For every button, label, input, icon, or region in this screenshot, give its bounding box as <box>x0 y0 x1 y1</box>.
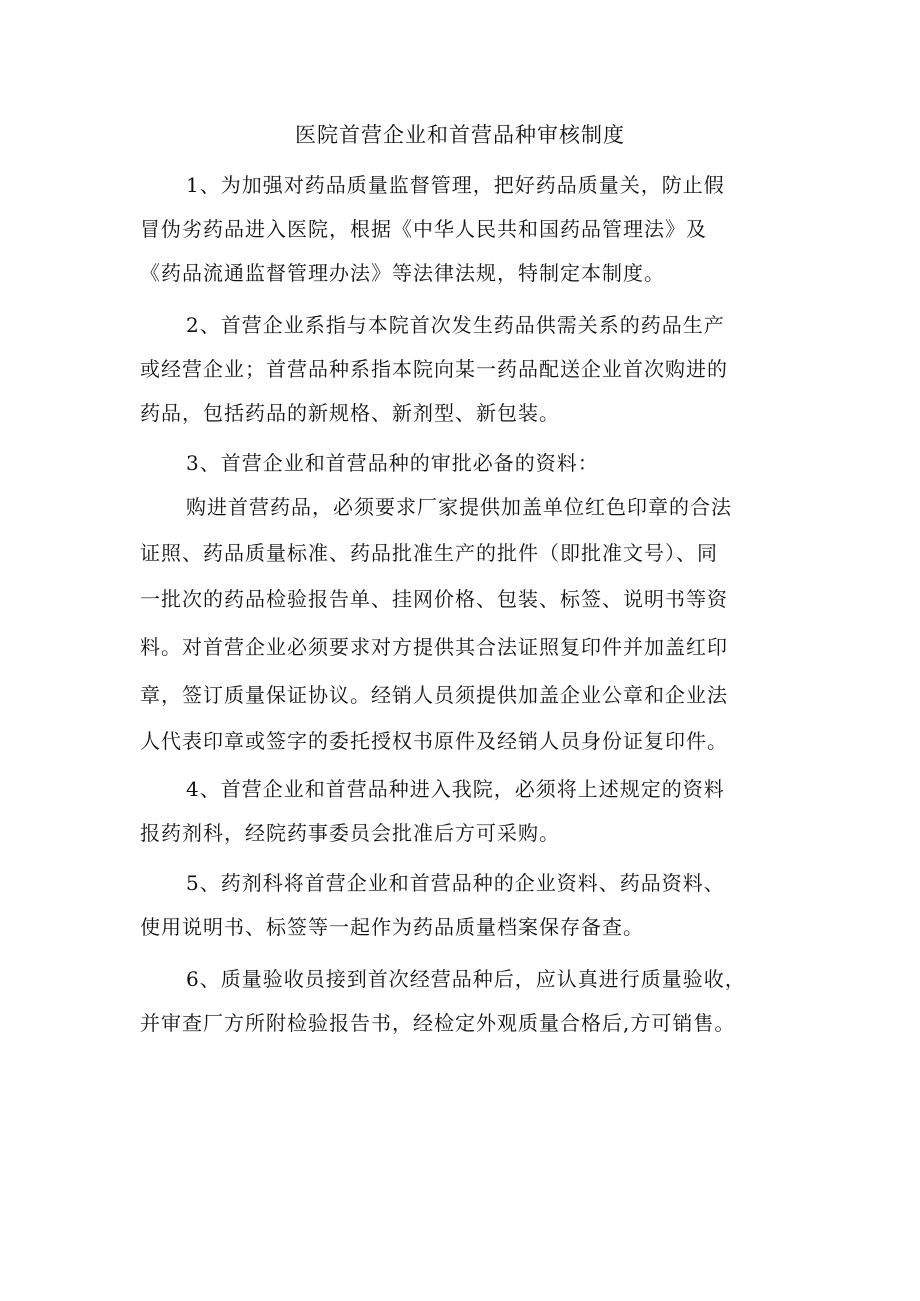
paragraph-3-heading: 3、首营企业和首营品种的审批必备的资料： <box>186 451 599 475</box>
paragraph-5-line-2: 使用说明书、标签等一起作为药品质量档案保存备查。 <box>140 915 644 939</box>
document-title: 医院首营企业和首营品种审核制度 <box>295 123 625 147</box>
paragraph-1-line-1: 1、为加强对药品质量监督管理，把好药品质量关，防止假 <box>186 173 725 197</box>
paragraph-4-line-2: 报药剂科，经院药事委员会批准后方可采购。 <box>140 821 560 845</box>
paragraph-3-line-4: 料。对首营企业必须要求对方提供其合法证照复印件并加盖红印 <box>140 635 728 659</box>
paragraph-6-line-2: 并审查厂方所附检验报告书，经检定外观质量合格后,方可销售。 <box>140 1011 736 1035</box>
paragraph-2-line-3: 药品，包括药品的新规格、新剂型、新包装。 <box>140 401 560 425</box>
paragraph-2-line-1: 2、首营企业系指与本院首次发生药品供需关系的药品生产 <box>186 313 725 337</box>
paragraph-5-line-1: 5、药剂科将首营企业和首营品种的企业资料、药品资料、 <box>186 871 725 895</box>
paragraph-3-line-2: 证照、药品质量标准、药品批准生产的批件（即批准文号）、同 <box>140 541 718 565</box>
paragraph-6-line-1: 6、质量验收员接到首次经营品种后，应认真进行质量验收， <box>186 967 746 991</box>
paragraph-1-line-3: 《药品流通监督管理办法》等法律法规，特制定本制度。 <box>140 261 665 285</box>
paragraph-4-line-1: 4、首营企业和首营品种进入我院，必须将上述规定的资料 <box>186 777 725 801</box>
paragraph-3-line-5: 章，签订质量保证协议。经销人员须提供加盖企业公章和企业法 <box>140 683 728 707</box>
paragraph-3-line-1: 购进首营药品，必须要求厂家提供加盖单位红色印章的合法 <box>186 495 732 519</box>
paragraph-3-line-3: 一批次的药品检验报告单、挂网价格、包装、标签、说明书等资 <box>140 587 728 611</box>
paragraph-2-line-2: 或经营企业；首营品种系指本院向某一药品配送企业首次购进的 <box>140 357 728 381</box>
paragraph-3-line-6: 人代表印章或签字的委托授权书原件及经销人员身份证复印件。 <box>140 729 728 753</box>
paragraph-1-line-2: 冒伪劣药品进入医院，根据《中华人民共和国药品管理法》及 <box>140 217 707 241</box>
